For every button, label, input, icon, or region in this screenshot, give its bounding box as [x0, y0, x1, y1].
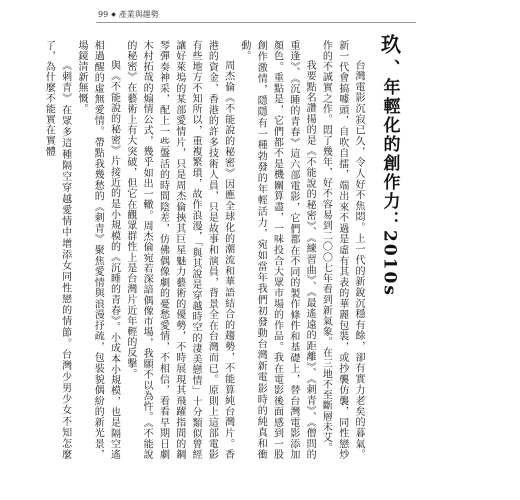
- paragraph: 《刺青》在眾多這種隔空穿越愛情中增添女同性戀的情節。台灣少男少女不知怎麼了，為什麼不能實在實體: [43, 40, 71, 460]
- paragraph: 我要點名讚揚的是《不能說的秘密》、《練習曲》、《最遙遠的距離》、《刺青》、《僧問的重逢》、《沉睡的青春》這六部電影，它們都在不同的製作條件和基礎上，替台灣電影添加顏色。重點是，它們都不是機關算盡，一味投合大眾市場的作品。我在電影後面感到一股創作激情，隱隱有一種勃發的年輕活力，宛如當年我們初發動台灣新電影時的純真和衝動。: [238, 40, 316, 460]
- page-number: 99: [98, 10, 109, 19]
- body-text: [43, 40, 366, 460]
- diamond-separator-icon: ◆: [111, 11, 116, 18]
- chapter-number: 玖: [377, 34, 402, 53]
- paragraph: 周杰倫《不能說的秘密》因應全球化的潮流和華語結合的趨勢，不能算純台灣片。香港的資金、香港的許多技術人員，只是故事和演員，背景全在台灣而已。原則上這部電影有些地方不知所以，重複繁瑣，故作浪漫，「與其說是穿越時空的淒美戀情」十分類似曾經讓好萊塢的某部愛情片，只是周杰倫挾其巨星魅力藝術的優勢，不時展現其飛躍指間的鋼琴彈奏神采，配上一些盤活的時間陰差，仿佛偶像劇的憂愁愛情，不相信，看看早期日劇木村拓哉的煽情公式，幾乎如出一轍。周杰倫宛若深諳偶像市場，我願不以為忤。《不能說的秘密》在藝術上有大突破，但它在觀眾群性上是台灣片近年輕的反擊。: [124, 40, 234, 460]
- running-head: [98, 9, 159, 20]
- paragraph: 台灣電影沉寂已久，令人好不焦悶。上一代的新銳沉穩有餘，卻有實力老矣的暮氣。新一代會搞噱頭，自吹自擂，端出來不過是虛有其表的華麗包裝，或抄襲仿襲，同性戀炒作的不誠實之作。悶了幾年，好不容易到二〇〇七年看到新氣象。在三地不至斷層未艾。: [320, 40, 364, 460]
- section-title: 產業與趨勢: [118, 10, 159, 19]
- paragraph: 與《不能說的秘密》片接近的是小規模的《沉睡的青春》。小成本小規模，也是隔空遙相過醒的虛無愛情。帶點我幾愁的《刺青》聚焦愛情與浪漫抒疏，包裝貌偶紛的新光景，場鏡清新無慨。: [75, 40, 120, 460]
- chapter-title: 、年輕化的創作力：2010s: [379, 59, 400, 297]
- chapter-heading: [370, 34, 410, 454]
- header-rule: [96, 22, 416, 23]
